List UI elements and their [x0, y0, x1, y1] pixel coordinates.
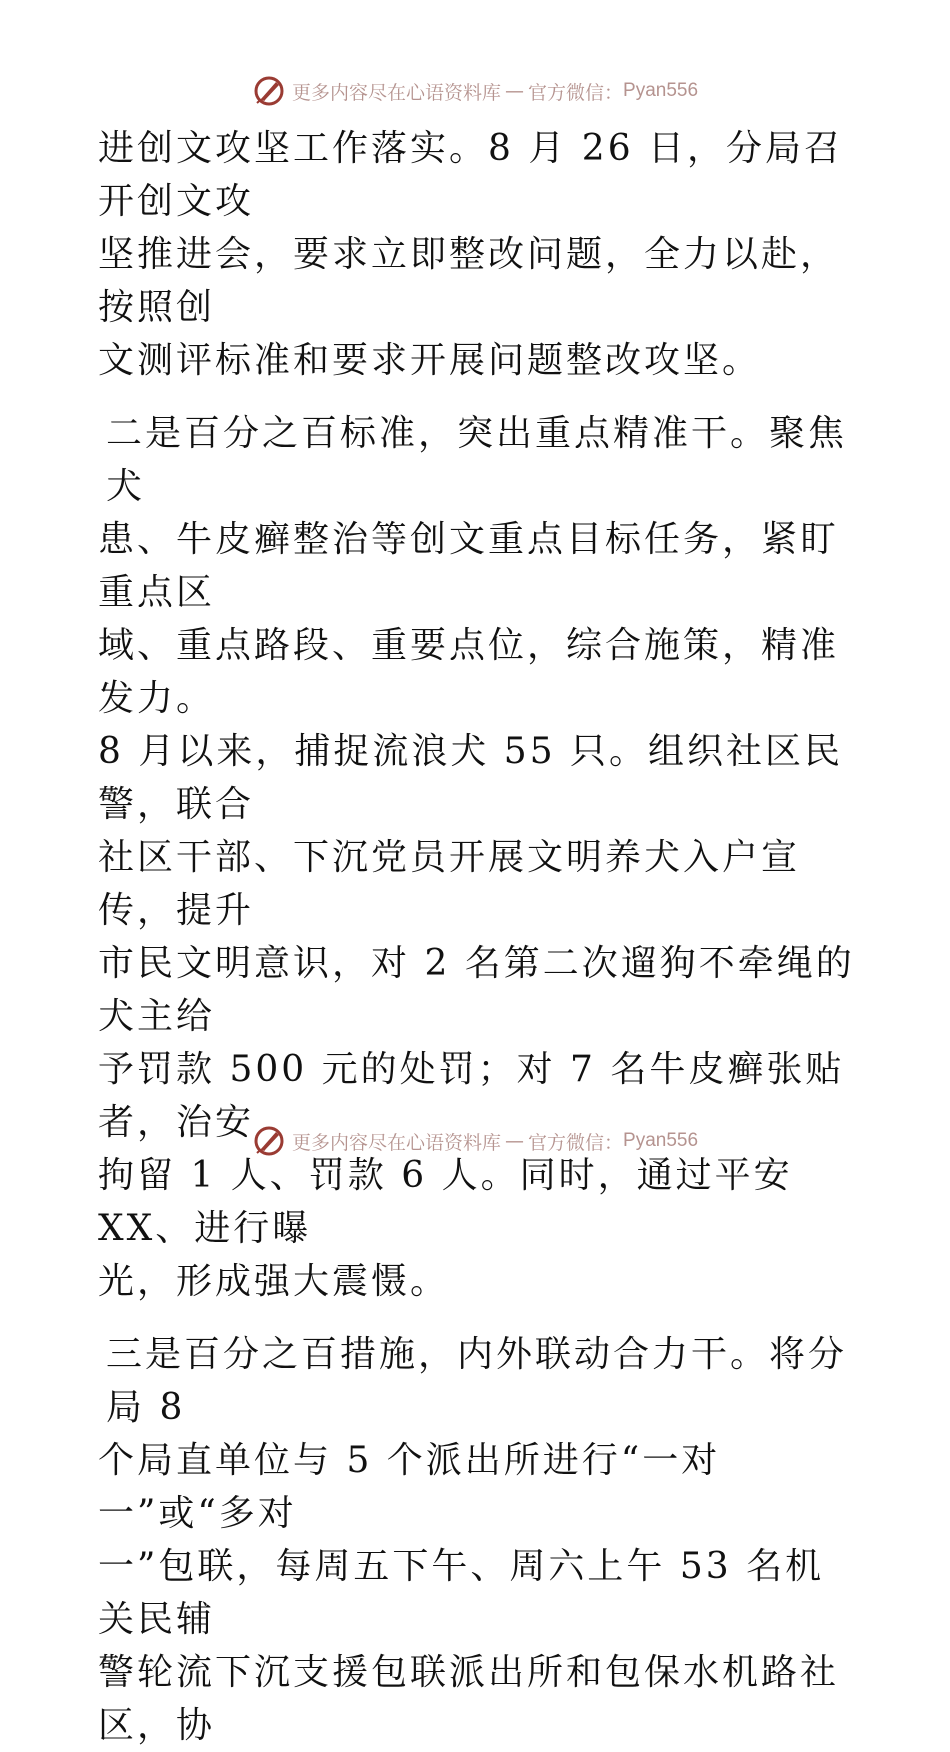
watermark-contact-value: Pyan556	[623, 1130, 699, 1151]
text-line: 市民文明意识，对 2 名第二次遛狗不牵绳的犬主给	[98, 943, 855, 1037]
text-line: 光，形成强大震慑。	[98, 1261, 450, 1302]
text-line: 文测评标准和要求开展问题整改攻坚。	[98, 340, 762, 381]
footer-watermark	[0, 1121, 950, 1161]
text-line: 8 月以来，捕捉流浪犬 55 只。组织社区民警，联合	[98, 731, 844, 825]
text-line: 个局直单位与 5 个派出所进行“一对一”或“多对	[98, 1440, 721, 1534]
text-line: 患、牛皮癣整治等创文重点目标任务，紧盯重点区	[98, 519, 840, 613]
text-line: 域、重点路段、重要点位，综合施策，精准发力。	[98, 625, 840, 719]
paragraph-2	[98, 407, 858, 1308]
text-line: 社区干部、下沉党员开展文明养犬入户宣传，提升	[98, 837, 801, 931]
watermark-separator: —	[504, 80, 524, 102]
watermark-contact-colon: ：	[604, 81, 624, 104]
text-line: 坚推进会，要求立即整改问题，全力以赴，按照创	[98, 234, 840, 328]
header-watermark	[0, 71, 950, 111]
watermark-brand-text: 更多内容尽在心语资料库	[291, 1131, 501, 1154]
text-line: 二是百分之百标准，突出重点精准干。聚焦犬	[106, 413, 848, 507]
watermark-contact-value: Pyan556	[623, 80, 699, 101]
quill-logo-icon	[252, 74, 286, 108]
text-line: 拘留 1 人、罚款 6 人。同时，通过平安 XX、进行曝	[98, 1155, 808, 1249]
text-line: 三是百分之百措施，内外联动合力干。将分局 8	[106, 1334, 848, 1428]
watermark-brand-text: 更多内容尽在心语资料库	[291, 81, 501, 104]
text-line: 予罚款 500 元的处罚；对 7 名牛皮癣张贴者，治安	[98, 1049, 845, 1143]
text-line: 一”包联，每周五下午、周六上午 53 名机关民辅	[98, 1546, 825, 1640]
watermark-contact-label: 官方微信	[527, 81, 604, 104]
watermark-contact-colon: ：	[604, 1131, 624, 1154]
text-line: 警轮流下沉支援包联派出所和包保水机路社区，协	[98, 1652, 840, 1746]
paragraph-3	[98, 1328, 858, 1752]
quill-logo-icon	[252, 1124, 286, 1158]
document-body	[98, 122, 858, 1752]
watermark-contact-label: 官方微信	[527, 1131, 604, 1154]
watermark-separator: —	[504, 1130, 524, 1152]
paragraph-1	[98, 122, 858, 387]
text-line: 进创文攻坚工作落实。8 月 26 日，分局召开创文攻	[98, 128, 844, 222]
